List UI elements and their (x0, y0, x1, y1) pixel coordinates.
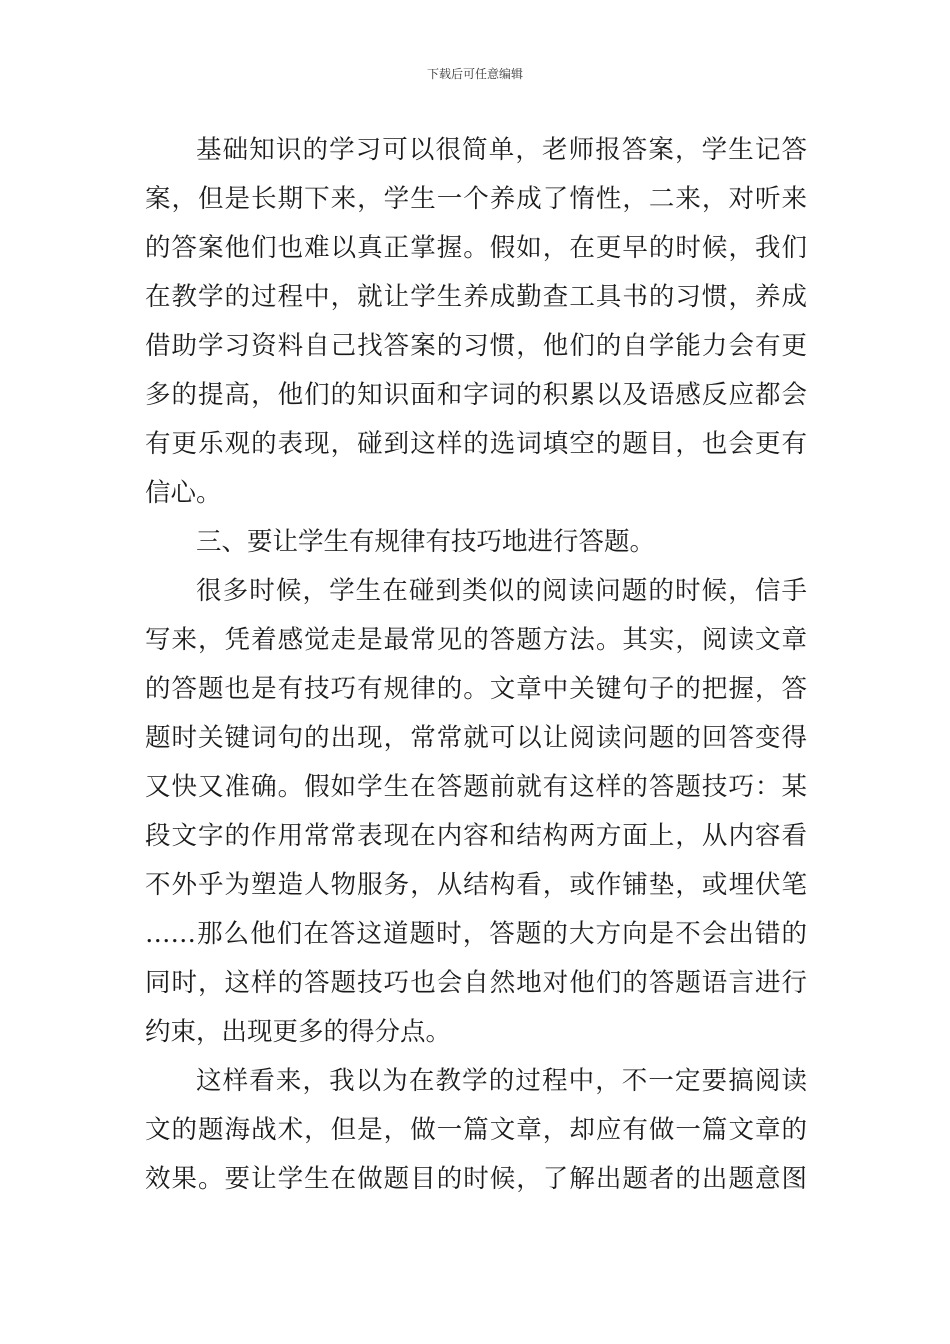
text-line: 三、要让学生有规律有技巧地进行答题。 (196, 527, 656, 557)
text-line: 很多时候，学生在碰到类似的阅读问题的时候，信手 (196, 576, 807, 606)
text-line: 信心。 (145, 478, 222, 508)
text-line: 约束，出现更多的得分点。 (145, 1017, 452, 1047)
text-line: 有更乐观的表现，碰到这样的选词填空的题目，也会更有 (145, 429, 807, 459)
document-body (145, 126, 807, 1204)
text-line: 题时关键词句的出现，常常就可以让阅读问题的回答变得 (145, 723, 807, 753)
paragraph-3 (145, 1057, 807, 1204)
text-line: 案，但是长期下来，学生一个养成了惰性，二来，对听来 (145, 184, 807, 214)
text-line: 的答题也是有技巧有规律的。文章中关键句子的把握，答 (145, 674, 807, 704)
text-line: 借助学习资料自己找答案的习惯，他们的自学能力会有更 (145, 331, 807, 361)
paragraph-2 (145, 567, 807, 1057)
text-line: 多的提高，他们的知识面和字词的积累以及语感反应都会 (145, 380, 807, 410)
text-line: 这样看来，我以为在教学的过程中，不一定要搞阅读 (196, 1066, 807, 1096)
text-line: 基础知识的学习可以很简单，老师报答案，学生记答 (196, 135, 807, 165)
text-line: 写来，凭着感觉走是最常见的答题方法。其实，阅读文章 (145, 625, 807, 655)
text-line: 又快又准确。假如学生在答题前就有这样的答题技巧：某 (145, 772, 807, 802)
text-line: ……那么他们在答这道题时，答题的大方向是不会出错的 (145, 919, 807, 949)
text-line: 文的题海战术，但是，做一篇文章，却应有做一篇文章的 (145, 1115, 807, 1145)
section-heading (145, 518, 807, 567)
paragraph-1 (145, 126, 807, 518)
page-header: 下载后可任意编辑 (426, 67, 523, 81)
text-line: 的答案他们也难以真正掌握。假如，在更早的时候，我们 (145, 233, 807, 263)
text-line: 不外乎为塑造人物服务，从结构看，或作铺垫，或埋伏笔 (145, 870, 807, 900)
text-line: 在教学的过程中，就让学生养成勤查工具书的习惯，养成 (145, 282, 807, 312)
text-line: 段文字的作用常常表现在内容和结构两方面上，从内容看 (145, 821, 807, 851)
text-line: 同时，这样的答题技巧也会自然地对他们的答题语言进行 (145, 968, 807, 998)
text-line: 效果。要让学生在做题目的时候，了解出题者的出题意图 (145, 1164, 807, 1194)
